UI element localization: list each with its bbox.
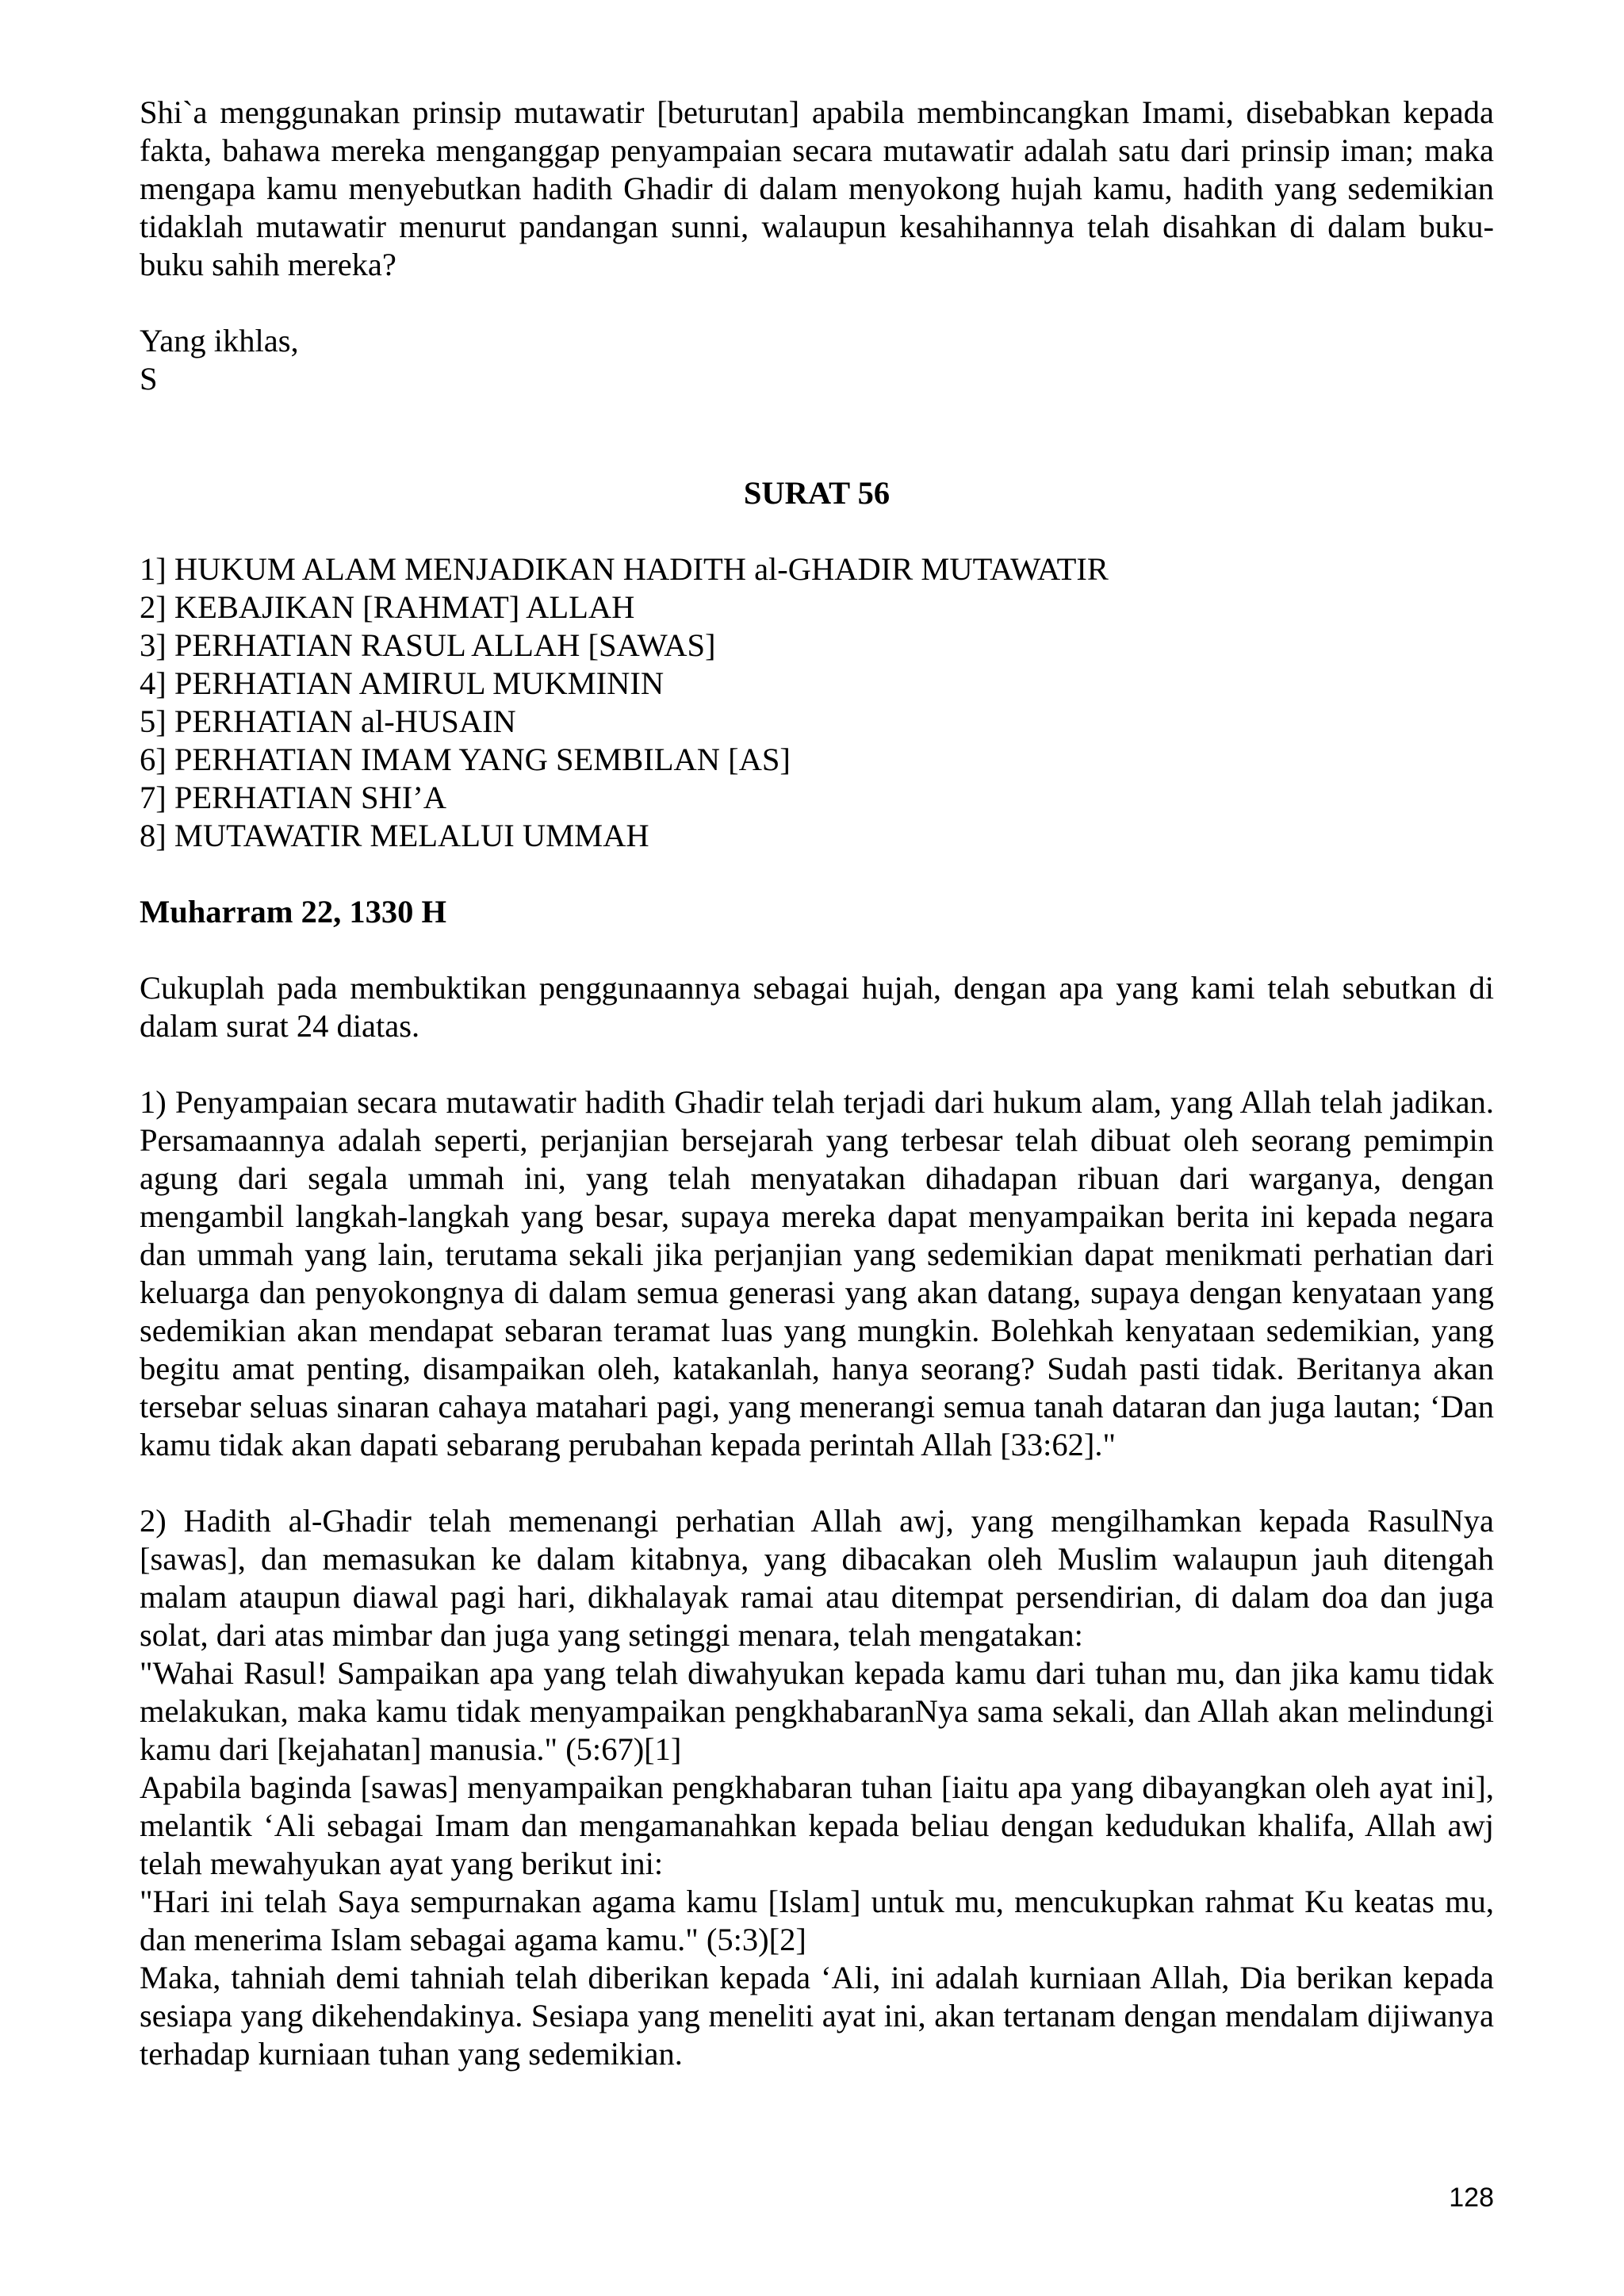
closing-text: Yang ikhlas, (140, 323, 299, 358)
body-paragraph-5: Maka, tahniah demi tahniah telah diberikan kepada ‘Ali, ini adalah kurniaan Allah, Dia berikan kepada sesiapa yang dikehendakinya. Sesiapa yang meneliti ayat ini, akan tertanam dengan mendalam dijiwanya terhadap kurniaan tuhan yang sedemikian. (140, 1960, 1494, 2072)
letter-closing (140, 322, 1494, 398)
topic-item: 1] HUKUM ALAM MENJADIKAN HADITH al-GHADIR MUTAWATIR (140, 551, 1109, 587)
topic-item: 5] PERHATIAN al-HUSAIN (140, 703, 516, 739)
letter-heading: SURAT 56 (743, 475, 891, 511)
topic-item: 8] MUTAWATIR MELALUI UMMAH (140, 818, 649, 853)
body-paragraph-4: Apabila baginda [sawas] menyampaikan pengkhabaran tuhan [iaitu apa yang dibayangkan oleh ayat ini], melantik ‘Ali sebagai Imam dan mengamanahkan kepada beliau dengan kedudukan khalifa, Allah awj telah mewahyukan ayat yang berikut ini: (140, 1769, 1494, 1881)
body-paragraph-2: 1) Penyampaian secara mutawatir hadith Ghadir telah terjadi dari hukum alam, yang Allah telah jadikan. Persamaannya adalah seperti, perjanjian bersejarah yang terbesar telah dibuat oleh seorang pemimpin agung dari segala ummah ini, yang telah menyatakan dihadapan ribuan dari warganya, dengan mengambil langkah-langkah yang besar, supaya mereka dapat menyampaikan berita ini kepada negara dan ummah yang lain, terutama sekali jika perjanjian yang sedemikian dapat menikmati perhatian dari keluarga dan penyokongnya di dalam semua generasi yang akan datang, supaya dengan kenyataan yang sedemikian akan mendapat sebaran teramat luas yang mungkin. Bolehkah kenyataan sedemikian, yang begitu amat penting, disampaikan oleh, katakanlah, hanya seorang? Sudah pasti tidak. Beritanya akan tersebar seluas sinaran cahaya matahari pagi, yang menerangi semua tanah dataran dan juga lautan; ‘Dan kamu tidak akan dapati sebarang perubahan kepada perintah Allah [33:62]." (140, 1084, 1494, 1462)
quote-paragraph-2: "Hari ini telah Saya sempurnakan agama kamu [Islam] untuk mu, mencukupkan rahmat Ku keatas mu, dan menerima Islam sebagai agama kamu." (5:3)[2] (140, 1884, 1494, 1957)
quote-paragraph-1: "Wahai Rasul! Sampaikan apa yang telah diwahyukan kepada kamu dari tuhan mu, dan jika kamu tidak melakukan, maka kamu tidak menyampaikan pengkhabaranNya sama sekali, dan Allah akan melindungi kamu dari [kejahatan] manusia." (5:67)[1] (140, 1655, 1494, 1767)
letter-date: Muharram 22, 1330 H (140, 894, 446, 930)
topics-list (140, 550, 1494, 855)
topic-item: 6] PERHATIAN IMAM YANG SEMBILAN [AS] (140, 742, 791, 777)
body-paragraph-1: Cukuplah pada membuktikan penggunaannya sebagai hujah, dengan apa yang kami telah sebutkan di dalam surat 24 diatas. (140, 970, 1494, 1044)
topic-item: 2] KEBAJIKAN [RAHMAT] ALLAH (140, 589, 635, 625)
topic-item: 3] PERHATIAN RASUL ALLAH [SAWAS] (140, 627, 716, 663)
topic-item: 7] PERHATIAN SHI’A (140, 780, 446, 815)
body-paragraph-3: 2) Hadith al-Ghadir telah memenangi perhatian Allah awj, yang mengilhamkan kepada RasulNya [sawas], dan memasukan ke dalam kitabnya, yang dibacakan oleh Muslim walaupun jauh ditengah malam ataupun diawal pagi hari, dikhalayak ramai atau ditempat persendirian, di dalam doa dan juga solat, dari atas mimbar dan juga yang setinggi menara, telah mengatakan: (140, 1503, 1494, 1653)
intro-paragraph: Shi`a menggunakan prinsip mutawatir [beturutan] apabila membincangkan Imami, disebabkan kepada fakta, bahawa mereka menganggap penyampaian secara mutawatir adalah satu dari prinsip iman; maka mengapa kamu menyebutkan hadith Ghadir di dalam menyokong hujah kamu, hadith yang sedemikian tidaklah mutawatir menurut pandangan sunni, walaupun kesahihannya telah disahkan di dalam buku-buku sahih mereka? (140, 94, 1494, 282)
topic-item: 4] PERHATIAN AMIRUL MUKMININ (140, 665, 665, 701)
document-page (140, 94, 1494, 2073)
page-number: 128 (1449, 2183, 1494, 2213)
signature: S (140, 361, 158, 397)
